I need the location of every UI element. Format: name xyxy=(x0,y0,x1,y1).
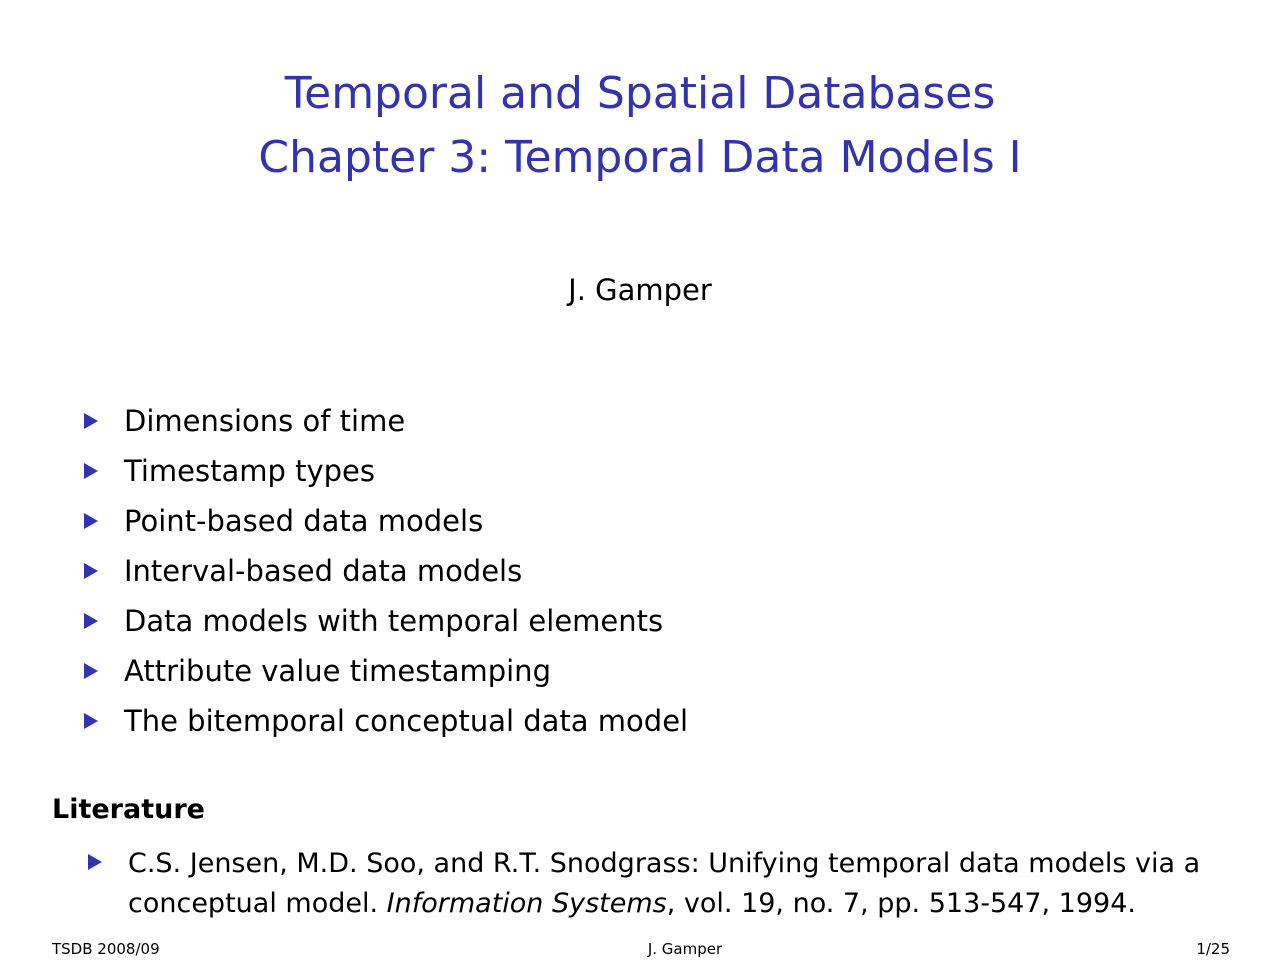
bullet-triangle-icon xyxy=(84,713,98,729)
slide-title xyxy=(0,62,1280,190)
outline-item xyxy=(80,696,688,746)
bullet-triangle-icon xyxy=(84,663,98,679)
outline-item-label: Point-based data models xyxy=(124,504,484,538)
literature-reference xyxy=(84,844,1234,924)
outline-item xyxy=(80,496,688,546)
outline-item xyxy=(80,596,688,646)
outline-item xyxy=(80,646,688,696)
outline-item-label: Timestamp types xyxy=(124,454,375,488)
outline-list xyxy=(80,396,688,746)
bullet-triangle-icon xyxy=(84,463,98,479)
outline-item-label: Interval-based data models xyxy=(124,554,523,588)
outline-item xyxy=(80,396,688,446)
literature-heading: Literature xyxy=(52,794,205,825)
footer-page-number: 1/25 xyxy=(1196,940,1230,958)
outline-item-label: The bitemporal conceptual data model xyxy=(124,704,689,738)
outline-item-label: Data models with temporal elements xyxy=(124,604,664,638)
bullet-triangle-icon xyxy=(88,854,102,870)
reference-journal: Information Systems xyxy=(386,888,667,919)
title-line-2: Chapter 3: Temporal Data Models I xyxy=(258,132,1022,183)
title-line-1: Temporal and Spatial Databases xyxy=(284,68,996,119)
footer-course: TSDB 2008/09 xyxy=(52,940,160,958)
outline-item xyxy=(80,446,688,496)
bullet-triangle-icon xyxy=(84,413,98,429)
outline-item-label: Dimensions of time xyxy=(124,404,406,438)
bullet-triangle-icon xyxy=(84,563,98,579)
outline-item xyxy=(80,546,688,596)
outline-item-label: Attribute value timestamping xyxy=(124,654,551,688)
reference-details: , vol. 19, no. 7, pp. 513-547, 1994. xyxy=(666,888,1136,919)
footer-author: J. Gamper xyxy=(647,940,723,958)
bullet-triangle-icon xyxy=(84,513,98,529)
author-name: J. Gamper xyxy=(568,273,712,307)
slide-footer xyxy=(0,938,1280,960)
bullet-triangle-icon xyxy=(84,613,98,629)
reference-text xyxy=(128,844,1228,924)
reference-authors-title: C.S. Jensen, M.D. Soo, and R.T. Snodgrass: Unifying temporal data models via a conceptual model. xyxy=(128,848,1201,919)
